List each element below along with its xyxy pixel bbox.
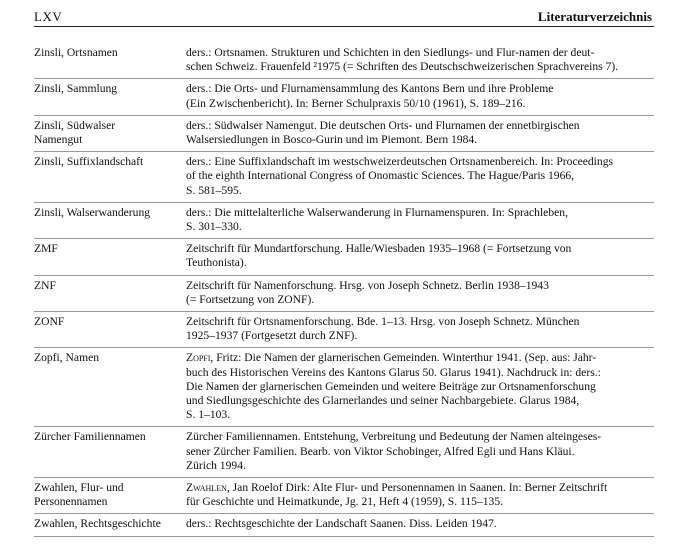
citation-line: ders.: Südwalser Namengut. Die deutschen Orts- und Flurnamen der ennetbirgischen [186, 118, 580, 132]
bibliography-entry [34, 348, 654, 427]
entry-short-title: ZMF [34, 242, 58, 256]
entry-short-title-line: Zinsli, Südwalser [34, 118, 116, 132]
citation-line: Die Namen der glarnerischen Gemeinden und weitere Beiträge zur Ortsnamenforschung [186, 379, 596, 393]
bibliography-entry [34, 43, 654, 79]
entry-citation [186, 312, 654, 348]
entry-citation [186, 152, 654, 203]
bibliography-entry [34, 427, 654, 478]
entry-short-title: Zopfi, Namen [34, 351, 100, 365]
citation-line: ders.: Rechtsgeschichte der Landschaft Saanen. Diss. Leiden 1947. [186, 517, 497, 531]
entry-citation [186, 115, 654, 151]
citation-text: , Fritz: Die Namen der glarnerischen Gemeinden. Winterthur 1941. (Sep. aus: Jahr- [210, 351, 597, 365]
citation-line: ders.: Die mittelalterliche Walserwanderung in Flurnamenspuren. In: Sprachleben, [186, 205, 568, 219]
bibliography-entry [34, 239, 654, 275]
entry-citation [186, 478, 654, 514]
entry-short-title-line: Personennamen [34, 495, 108, 509]
citation-line: of the eighth International Congress of Onomastic Sciences. The Hague/Paris 1966, [186, 169, 575, 183]
citation-line: Zürcher Familiennamen. Entstehung, Verbreitung und Bedeutung der Namen alteingeses- [186, 430, 602, 444]
entry-citation [186, 79, 654, 115]
bibliography-entry [34, 115, 654, 151]
citation-line: und Siedlungsgeschichte des Glarnerlandes und seiner Nachbargebiete. Glarus 1984, [186, 394, 580, 408]
citation-line: Zeitschrift für Namenforschung. Hrsg. von Joseph Schnetz. Berlin 1938–1943 [186, 278, 549, 292]
citation-line: Zeitschrift für Mundartforschung. Halle/Wiesbaden 1935–1968 (= Fortsetzung von [186, 242, 572, 256]
citation-line: für Geschichte und Heimatkunde, Jg. 21, Heft 4 (1959), S. 115–135. [186, 495, 504, 509]
citation-line: Zeitschrift für Ortsnamenforschung. Bde. 1–13. Hrsg. von Joseph Schnetz. München [186, 315, 580, 329]
entry-short-title: Zinsli, Ortsnamen [34, 46, 118, 59]
entry-citation [186, 427, 654, 478]
citation-line: ders.: Die Orts- und Flurnamensammlung des Kantons Bern und ihre Probleme [186, 82, 554, 96]
bibliography-entry [34, 79, 654, 115]
citation-line: Zürich 1994. [186, 458, 246, 472]
entry-citation [186, 348, 654, 427]
author-name: Zopfi [186, 351, 211, 365]
running-header [34, 8, 652, 26]
bibliography-entry [34, 202, 654, 238]
entry-short-title-line: Namengut [34, 133, 83, 147]
citation-line: (= Fortsetzung von ZONF). [186, 292, 315, 306]
bibliography-entry [34, 478, 654, 514]
entry-citation [186, 239, 654, 275]
entry-short-title [34, 115, 186, 151]
citation-line: (Ein Zwischenbericht). In: Berner Schulpraxis 50/10 (1961), S. 189–216. [186, 96, 526, 110]
citation-text: , Jan Roelof Dirk: Alte Flur- und Personennamen in Saanen. In: Berner Zeitschrift [226, 481, 608, 495]
entry-short-title: Zinsli, Suffixlandschaft [34, 155, 144, 169]
citation-line: ders.: Eine Suffixlandschaft im westschweizerdeutschen Ortsnamenbereich. In: Proceedings [186, 155, 614, 169]
entry-citation [186, 202, 654, 238]
header-rule [34, 26, 654, 27]
citation-line: Walsersiedlungen in Bosco-Gurin und im Piemont. Bern 1984. [186, 133, 478, 147]
citation-line: 1925–1937 (Fortgesetzt durch ZNF). [186, 329, 358, 343]
entry-short-title: ZONF [34, 315, 65, 329]
citation-line: Teuthonista). [186, 256, 247, 270]
bibliography-table [34, 43, 654, 537]
entry-short-title: ZNF [34, 278, 56, 292]
citation-line: S. 301–330. [186, 220, 242, 234]
bibliography-entry [34, 275, 654, 311]
citation-line: S. 1–103. [186, 408, 231, 422]
entry-citation [186, 43, 654, 79]
citation-line: ders.: Ortsnamen. Strukturen und Schichten in den Siedlungs- und Flur-namen der deut- [186, 46, 595, 59]
citation-line: sener Zürcher Familien. Bearb. von Viktor Schobinger, Alfred Egli und Hans Kläui. [186, 444, 575, 458]
entry-citation [186, 514, 654, 536]
author-name: Zwahlen [186, 481, 227, 495]
section-title: Literaturverzeichnis [537, 9, 652, 24]
bibliography-entry [34, 152, 654, 203]
entry-citation [186, 275, 654, 311]
bibliography-entry [34, 312, 654, 348]
entry-short-title: Zinsli, Walserwanderung [34, 205, 151, 219]
page-number: LXV [34, 9, 63, 24]
entry-short-title [34, 478, 186, 514]
bibliography-entry [34, 514, 654, 536]
entry-short-title: Zinsli, Sammlung [34, 82, 118, 96]
citation-line: S. 581–595. [186, 183, 242, 197]
citation-line [186, 351, 654, 365]
citation-line: buch des Historischen Vereins des Kantons Glarus 50. Glarus 1941). Nachdruck in: ders.: [186, 365, 601, 379]
citation-line [186, 481, 654, 495]
entry-short-title: Zwahlen, Rechtsgeschichte [34, 517, 161, 531]
entry-short-title-line: Zwahlen, Flur- und [34, 481, 124, 495]
entry-short-title: Zürcher Familiennamen [34, 430, 146, 444]
citation-line: schen Schweiz. Frauenfeld ²1975 (= Schriften des Deutschschweizerischen Sprachvereins 7). [186, 60, 619, 74]
